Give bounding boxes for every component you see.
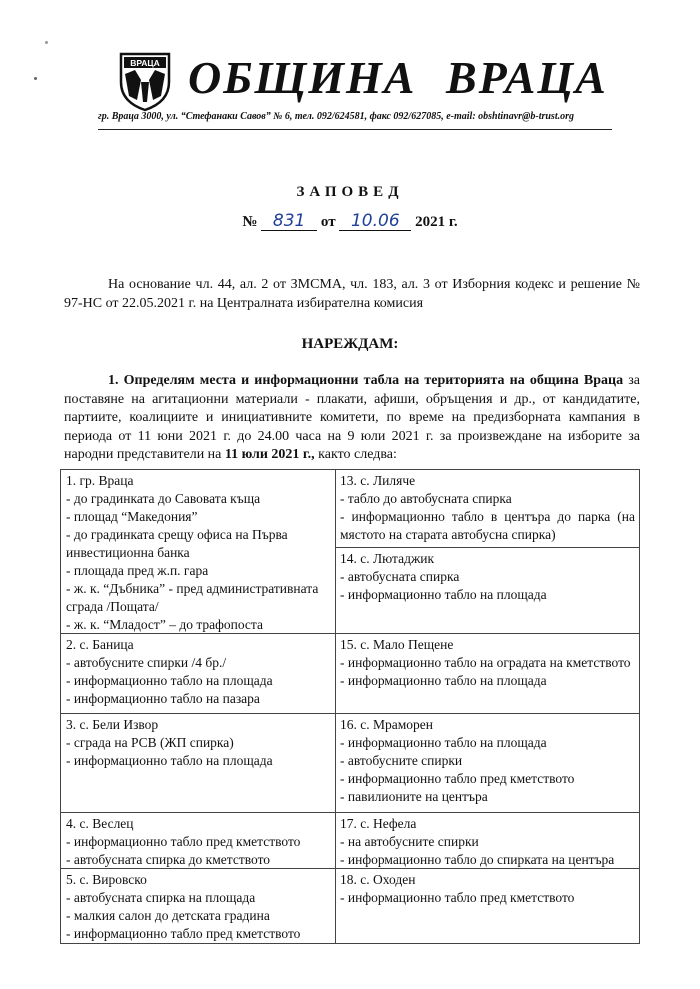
- location-item: - информационно табло на площада: [340, 587, 547, 602]
- location-item: - информационно табло на площада: [340, 735, 547, 750]
- from-word: от: [320, 214, 336, 230]
- contact-details: гр. Враца 3000, ул. “Стефанаки Савов” № 6, тел. 092/624581, факс 092/627085, e-mail: obshtinavr@b-trust.org: [98, 111, 574, 122]
- location-cell: [335, 633, 639, 713]
- location-title: 17. с. Нефела: [340, 816, 417, 831]
- locations-column-right: [335, 470, 639, 943]
- location-title: 3. с. Бели Извор: [66, 717, 159, 732]
- election-date: 11 юли 2021 г.,: [224, 447, 315, 462]
- location-item: - информационно табло на оградата на кметството: [340, 655, 631, 670]
- handwritten-order-number: 831: [261, 212, 317, 231]
- location-item: - до градинката до Савовата къща: [66, 491, 261, 506]
- clause-1: [64, 372, 640, 465]
- location-item: - автобусните спирки /4 бр./: [66, 655, 227, 670]
- ordering-heading: НАРЕЖДАМ:: [301, 336, 399, 352]
- location-item: - информационно табло в центъра до парка (на мястото на старата автобусна спирка): [340, 509, 635, 542]
- location-item: - площада пред ж.п. гара: [66, 563, 209, 578]
- letterhead-divider: [98, 129, 612, 130]
- svg-text:ВРАЦА: ВРАЦА: [130, 58, 160, 68]
- location-item: - информационно табло на пазара: [66, 691, 260, 706]
- location-cell: [335, 868, 639, 945]
- clause-tail: както следва:: [314, 447, 397, 462]
- location-title: 2. с. Баница: [66, 637, 134, 652]
- locations-column-left: [61, 470, 336, 943]
- location-item: - павилионите на центъра: [340, 789, 488, 804]
- order-number-line: [0, 212, 700, 231]
- location-item: - автобусните спирки: [340, 753, 463, 768]
- location-title: 16. с. Мраморен: [340, 717, 433, 732]
- location-cell: [61, 868, 335, 945]
- location-item: - автобусната спирка до кметството: [66, 852, 271, 867]
- location-item: - площад “Македония”: [66, 509, 198, 524]
- location-title: 14. с. Лютаджик: [340, 551, 435, 566]
- location-cell: [335, 713, 639, 812]
- location-item: - информационно табло на площада: [340, 673, 547, 688]
- clause-body: за поставяне на агитационни материали - плакати, афиши, обръщения и др., от кандидатите, партиите, коалициите и инициативните комитети, по време на предизборната кампания в периода от 11 юни 2021 г. до 24.00 часа на 9 юли 2021 г. за произвеждане на изборите за народни представители на: [64, 373, 640, 462]
- scan-speck: [45, 41, 48, 44]
- location-item: - информационно табло пред кметството: [340, 771, 575, 786]
- municipality-name: ОБЩИНА ВРАЦА: [188, 52, 608, 103]
- location-item: - информационно табло пред кметството: [66, 926, 301, 941]
- scan-speck: [34, 77, 37, 80]
- location-cell: [61, 633, 335, 713]
- clause-lead: 1. Определям места и информационни табла на територията на община Враца: [108, 373, 624, 388]
- order-title: ЗАПОВЕД: [296, 184, 404, 200]
- location-title: 1. гр. Враца: [66, 473, 134, 488]
- location-item: - автобусната спирка на площада: [66, 890, 256, 905]
- location-item: - ж. к. “Младост” – до трафопоста: [66, 617, 263, 632]
- location-title: 4. с. Веслец: [66, 816, 134, 831]
- location-cell: [61, 713, 335, 812]
- location-cell: [61, 812, 335, 868]
- legal-basis-paragraph: На основание чл. 44, ал. 2 от ЗМСМА, чл. 183, ал. 3 от Изборния кодекс и решение № 97-НС от 22.05.2021 г. на Централната избирателна комисия: [64, 277, 640, 311]
- location-item: - информационно табло до спирката на центъра: [340, 852, 615, 867]
- location-item: - информационно табло на площада: [66, 673, 273, 688]
- municipality-coat-of-arms: [119, 52, 171, 112]
- location-title: 13. с. Лиляче: [340, 473, 416, 488]
- location-title: 15. с. Мало Пещене: [340, 637, 454, 652]
- coat-of-arms-icon: [119, 52, 171, 112]
- location-item: - автобусната спирка: [340, 569, 460, 584]
- location-title: 5. с. Вировско: [66, 872, 147, 887]
- location-cell: [61, 470, 335, 633]
- number-sign: №: [242, 214, 258, 230]
- location-item: - информационно табло на площада: [66, 753, 273, 768]
- location-item: - ж. к. “Дъбника” - пред административната сграда /Пощата/: [66, 581, 319, 614]
- location-item: - информационно табло пред кметството: [340, 890, 575, 905]
- location-item: - информационно табло пред кметството: [66, 834, 301, 849]
- handwritten-order-date: 10.06: [339, 212, 411, 231]
- location-item: - до градинката срещу офиса на Първа инвестиционна банка: [66, 527, 288, 560]
- location-item: - табло до автобусната спирка: [340, 491, 512, 506]
- location-cell: [335, 470, 639, 547]
- location-item: - малкия салон до детската градина: [66, 908, 270, 923]
- locations-table: [60, 469, 640, 944]
- location-cell: [335, 547, 639, 633]
- order-year: 2021 г.: [415, 214, 458, 230]
- location-title: 18. с. Оходен: [340, 872, 416, 887]
- location-item: - сграда на РСВ (ЖП спирка): [66, 735, 234, 750]
- location-cell: [335, 812, 639, 868]
- location-item: - на автобусните спирки: [340, 834, 479, 849]
